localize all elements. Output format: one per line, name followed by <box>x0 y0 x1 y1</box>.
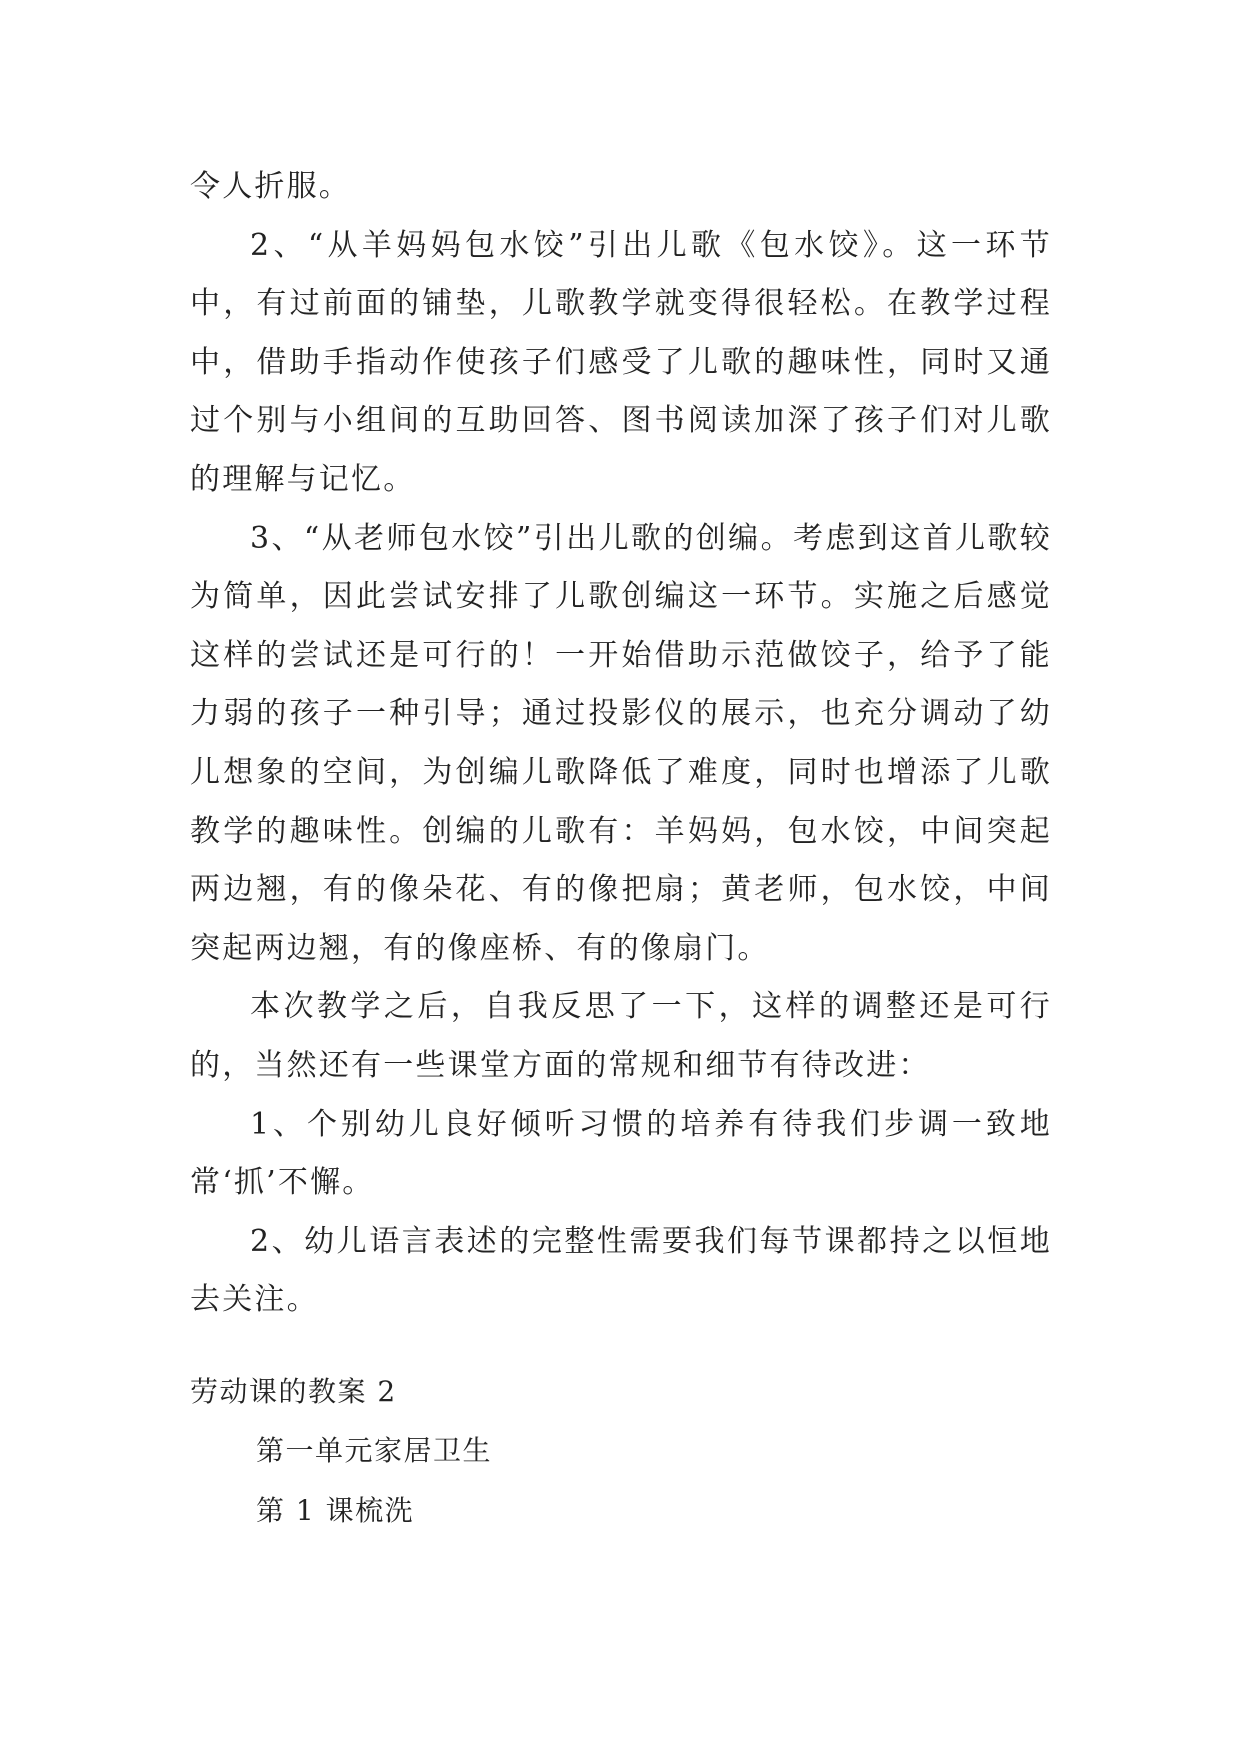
paragraph-improvement-2: 2、幼儿语言表述的完整性需要我们每节课都持之以恒地去关注。 <box>190 1223 1052 1318</box>
lesson-heading: 第 1 课梳洗 <box>256 1494 415 1527</box>
body-text <box>190 158 1052 1330</box>
paragraph-reflection: 本次教学之后，自我反思了一下，这样的调整还是可行的，当然还有一些课堂方面的常规和细节有待改进： <box>190 989 1052 1083</box>
paragraph-item-3: 3、“从老师包水饺”引出儿歌的创编。考虑到这首儿歌较为简单，因此尝试安排了儿歌创编这一环节。实施之后感觉这样的尝试还是可行的！一开始借助示范做饺子，给予了能力弱的孩子一种引导；通过投影仪的展示，也充分调动了幼儿想象的空间，为创编儿歌降低了难度，同时也增添了儿歌教学的趣味性。创编的儿歌有：羊妈妈，包水饺，中间突起两边翘，有的像朵花、有的像把扇；黄老师，包水饺，中间突起两边翘，有的像座桥、有的像扇门。 <box>190 520 1052 966</box>
unit-heading: 第一单元家居卫生 <box>256 1434 493 1467</box>
paragraph-continuation: 令人折服。 <box>190 169 351 204</box>
lesson-plan-section <box>190 1363 1052 1541</box>
section-title: 劳动课的教案 2 <box>190 1375 397 1408</box>
paragraph-item-2: 2、“从羊妈妈包水饺”引出儿歌《包水饺》。这一环节中，有过前面的铺垫，儿歌教学就变得很轻松。在教学过程中，借助手指动作使孩子们感受了儿歌的趣味性，同时又通过个别与小组间的互助回答、图书阅读加深了孩子们对儿歌的理解与记忆。 <box>190 227 1052 497</box>
paragraph-improvement-1: 1、个别幼儿良好倾听习惯的培养有待我们步调一致地常‘抓’不懈。 <box>190 1106 1052 1201</box>
